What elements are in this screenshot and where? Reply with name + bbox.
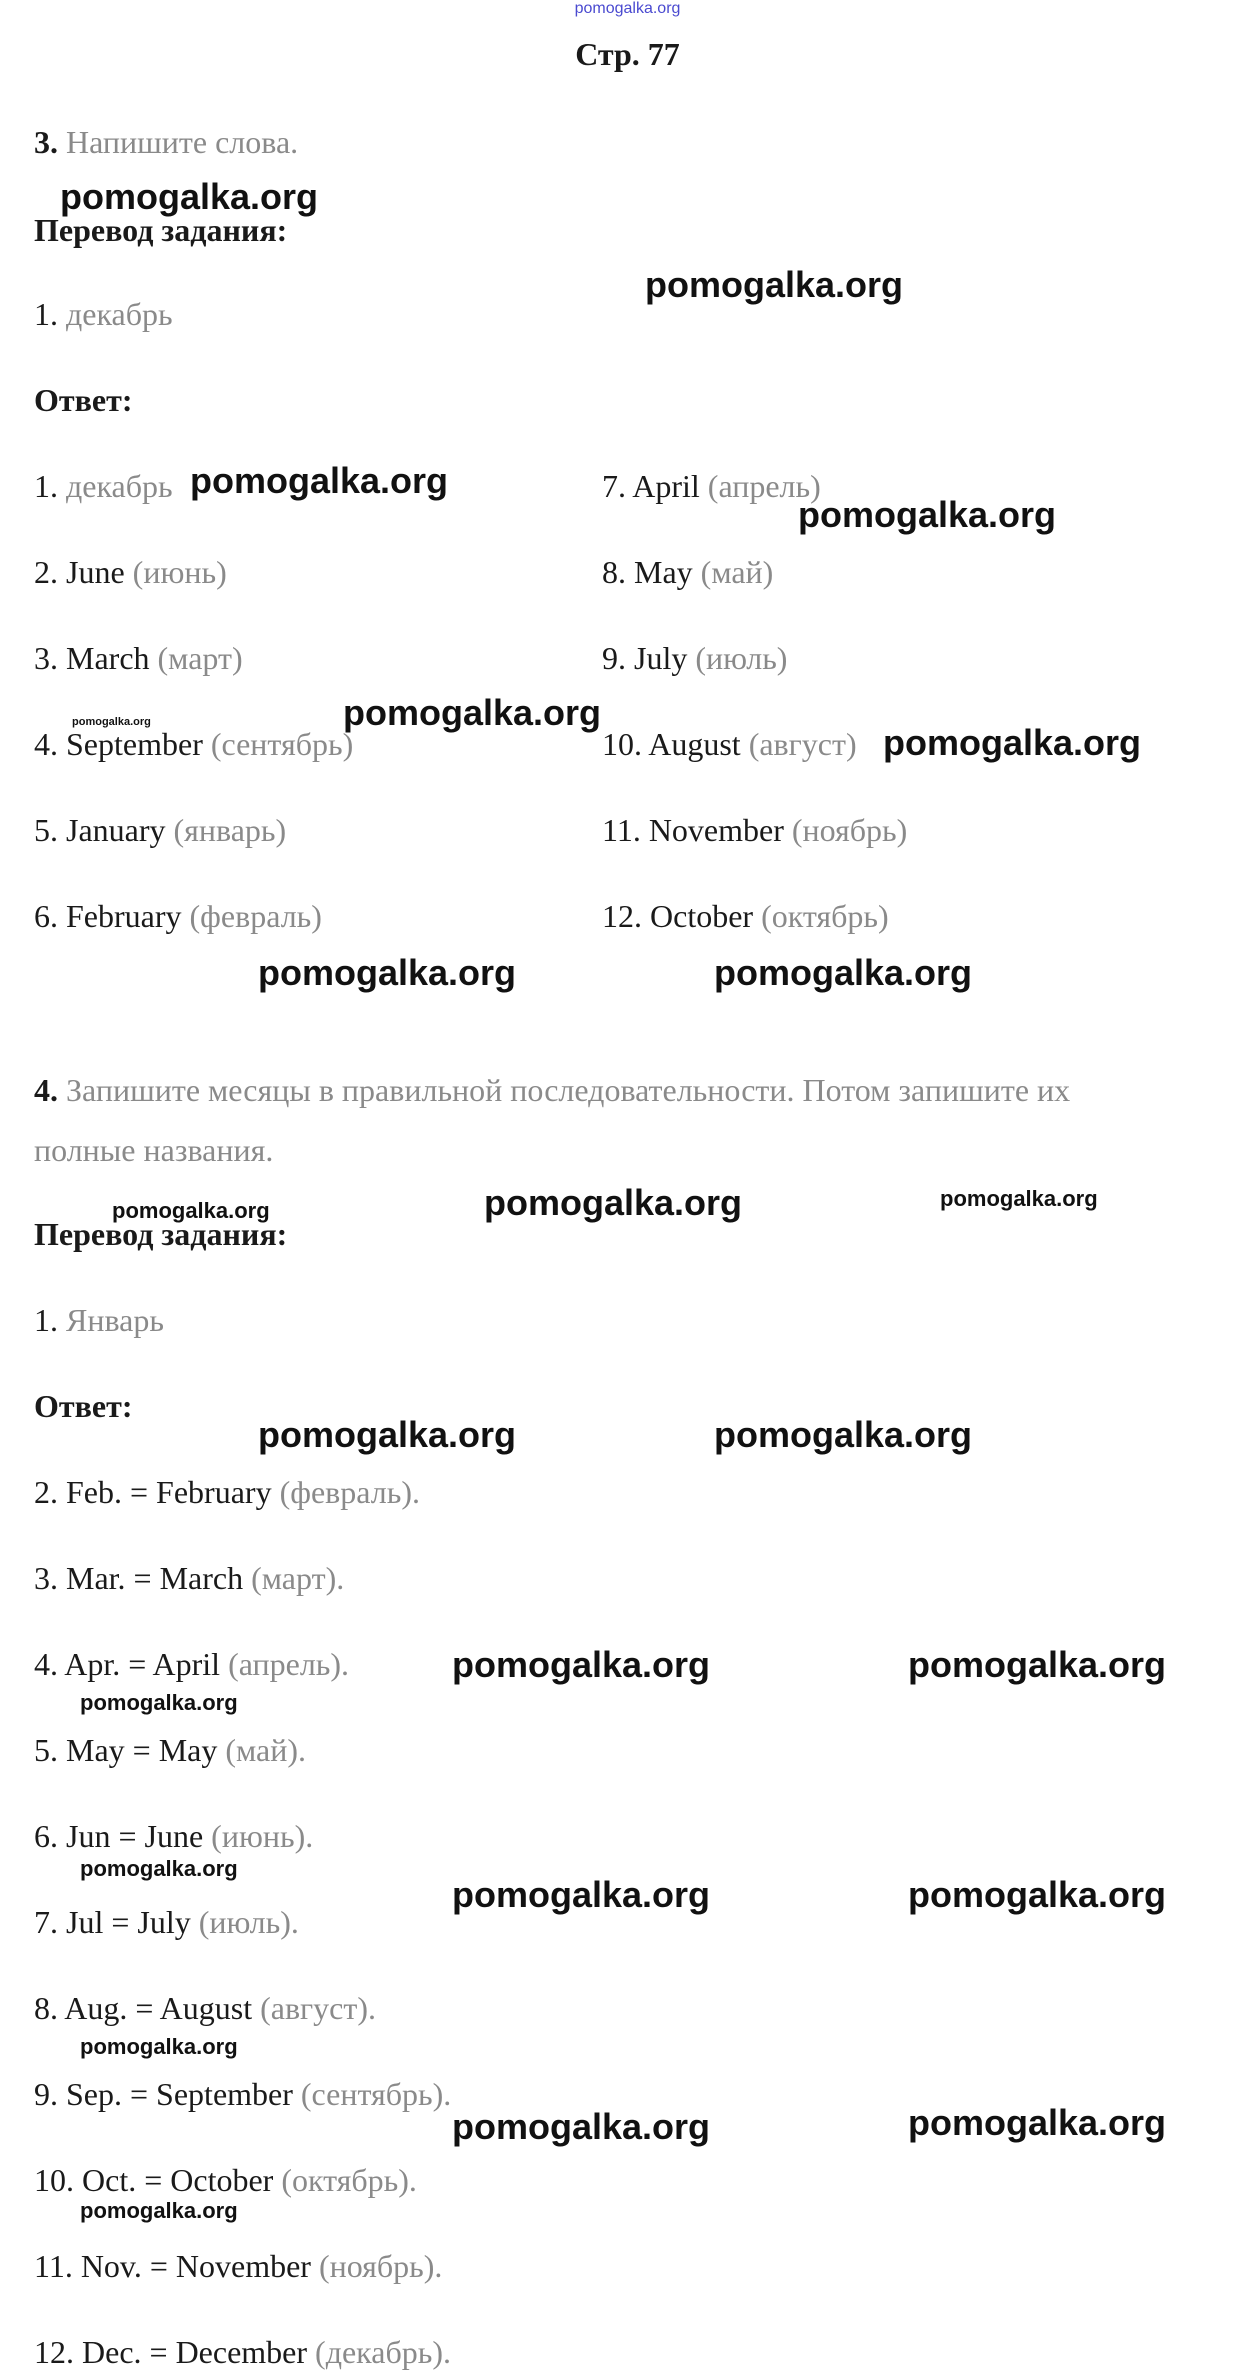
list-item: 7. April (апрель) xyxy=(602,468,821,504)
page-title: Стр. 77 xyxy=(575,36,680,72)
watermark: pomogalka.org xyxy=(484,1182,743,1223)
task4-instruction: 4. Запишите месяцы в правильной последовательности. Потом запишите их xyxy=(34,1072,1071,1108)
list-item: 8. Aug. = August (август). xyxy=(34,1990,377,2026)
watermark: pomogalka.org xyxy=(190,460,449,501)
task3-translation-heading: Перевод задания: xyxy=(34,212,288,248)
watermark: pomogalka.org xyxy=(883,722,1142,763)
list-item: 2. June (июнь) xyxy=(34,554,227,590)
site-link[interactable]: pomogalka.org xyxy=(574,0,681,17)
list-item: 5. January (январь) xyxy=(34,812,287,848)
task3-answer-heading: Ответ: xyxy=(34,382,133,418)
watermark: pomogalka.org xyxy=(645,264,904,305)
task3-translation-example: 1. декабрь xyxy=(34,296,173,332)
list-item: 10. Oct. = October (октябрь). xyxy=(34,2162,417,2198)
watermark: pomogalka.org xyxy=(940,1186,1098,1211)
list-item: 4. Apr. = April (апрель). xyxy=(34,1646,350,1682)
list-item: 6. Jun = June (июнь). xyxy=(34,1818,314,1854)
watermark: pomogalka.org xyxy=(714,952,973,993)
watermark: pomogalka.org xyxy=(258,1414,517,1455)
watermark: pomogalka.org xyxy=(714,1414,973,1455)
watermark: pomogalka.org xyxy=(908,2102,1167,2143)
watermark: pomogalka.org xyxy=(258,952,517,993)
task4-instruction-line2: полные названия. xyxy=(34,1132,274,1168)
task3-instruction xyxy=(34,122,298,162)
task4-translation-example: 1. Январь xyxy=(34,1302,164,1338)
watermark: pomogalka.org xyxy=(798,494,1057,535)
list-item: 1. декабрь xyxy=(34,468,173,504)
list-item: 12. October (октябрь) xyxy=(602,898,889,934)
list-item: 11. Nov. = November (ноябрь). xyxy=(34,2248,443,2284)
list-item: 9. Sep. = September (сентябрь). xyxy=(34,2076,452,2112)
watermark: pomogalka.org xyxy=(452,1874,711,1915)
list-item: 10. August (август) xyxy=(602,726,857,762)
list-item: 6. February (февраль) xyxy=(34,898,322,934)
task4-number: 4. xyxy=(34,1072,58,1108)
list-item: 8. May (май) xyxy=(602,554,774,590)
watermark: pomogalka.org xyxy=(80,2034,238,2059)
list-item: 7. Jul = July (июль). xyxy=(34,1904,299,1940)
watermark: pomogalka.org xyxy=(452,1644,711,1685)
list-item: 5. May = May (май). xyxy=(34,1732,307,1768)
list-item: 3. Mar. = March (март). xyxy=(34,1560,345,1596)
watermark: pomogalka.org xyxy=(343,692,602,733)
list-item: 2. Feb. = February (февраль). xyxy=(34,1474,420,1510)
watermark: pomogalka.org xyxy=(908,1644,1167,1685)
task3-instruction-text: Напишите слова. xyxy=(66,124,299,160)
watermark: pomogalka.org xyxy=(908,1874,1167,1915)
watermark: pomogalka.org xyxy=(80,2198,238,2223)
list-item: 12. Dec. = December (декабрь). xyxy=(34,2334,451,2370)
list-item: 11. November (ноябрь) xyxy=(602,812,908,848)
watermark: pomogalka.org xyxy=(72,716,151,728)
watermark: pomogalka.org xyxy=(80,1690,238,1715)
watermark: pomogalka.org xyxy=(80,1856,238,1881)
watermark: pomogalka.org xyxy=(60,176,319,217)
list-item: 9. July (июль) xyxy=(602,640,788,676)
watermark: pomogalka.org xyxy=(112,1198,270,1223)
watermark: pomogalka.org xyxy=(452,2106,711,2147)
task4-translation-heading: Перевод задания: xyxy=(34,1216,288,1252)
list-item: 3. March (март) xyxy=(34,640,243,676)
list-item: 4. September (сентябрь) xyxy=(34,726,354,762)
task3-number: 3. xyxy=(34,124,58,160)
task4-answer-heading: Ответ: xyxy=(34,1388,133,1424)
